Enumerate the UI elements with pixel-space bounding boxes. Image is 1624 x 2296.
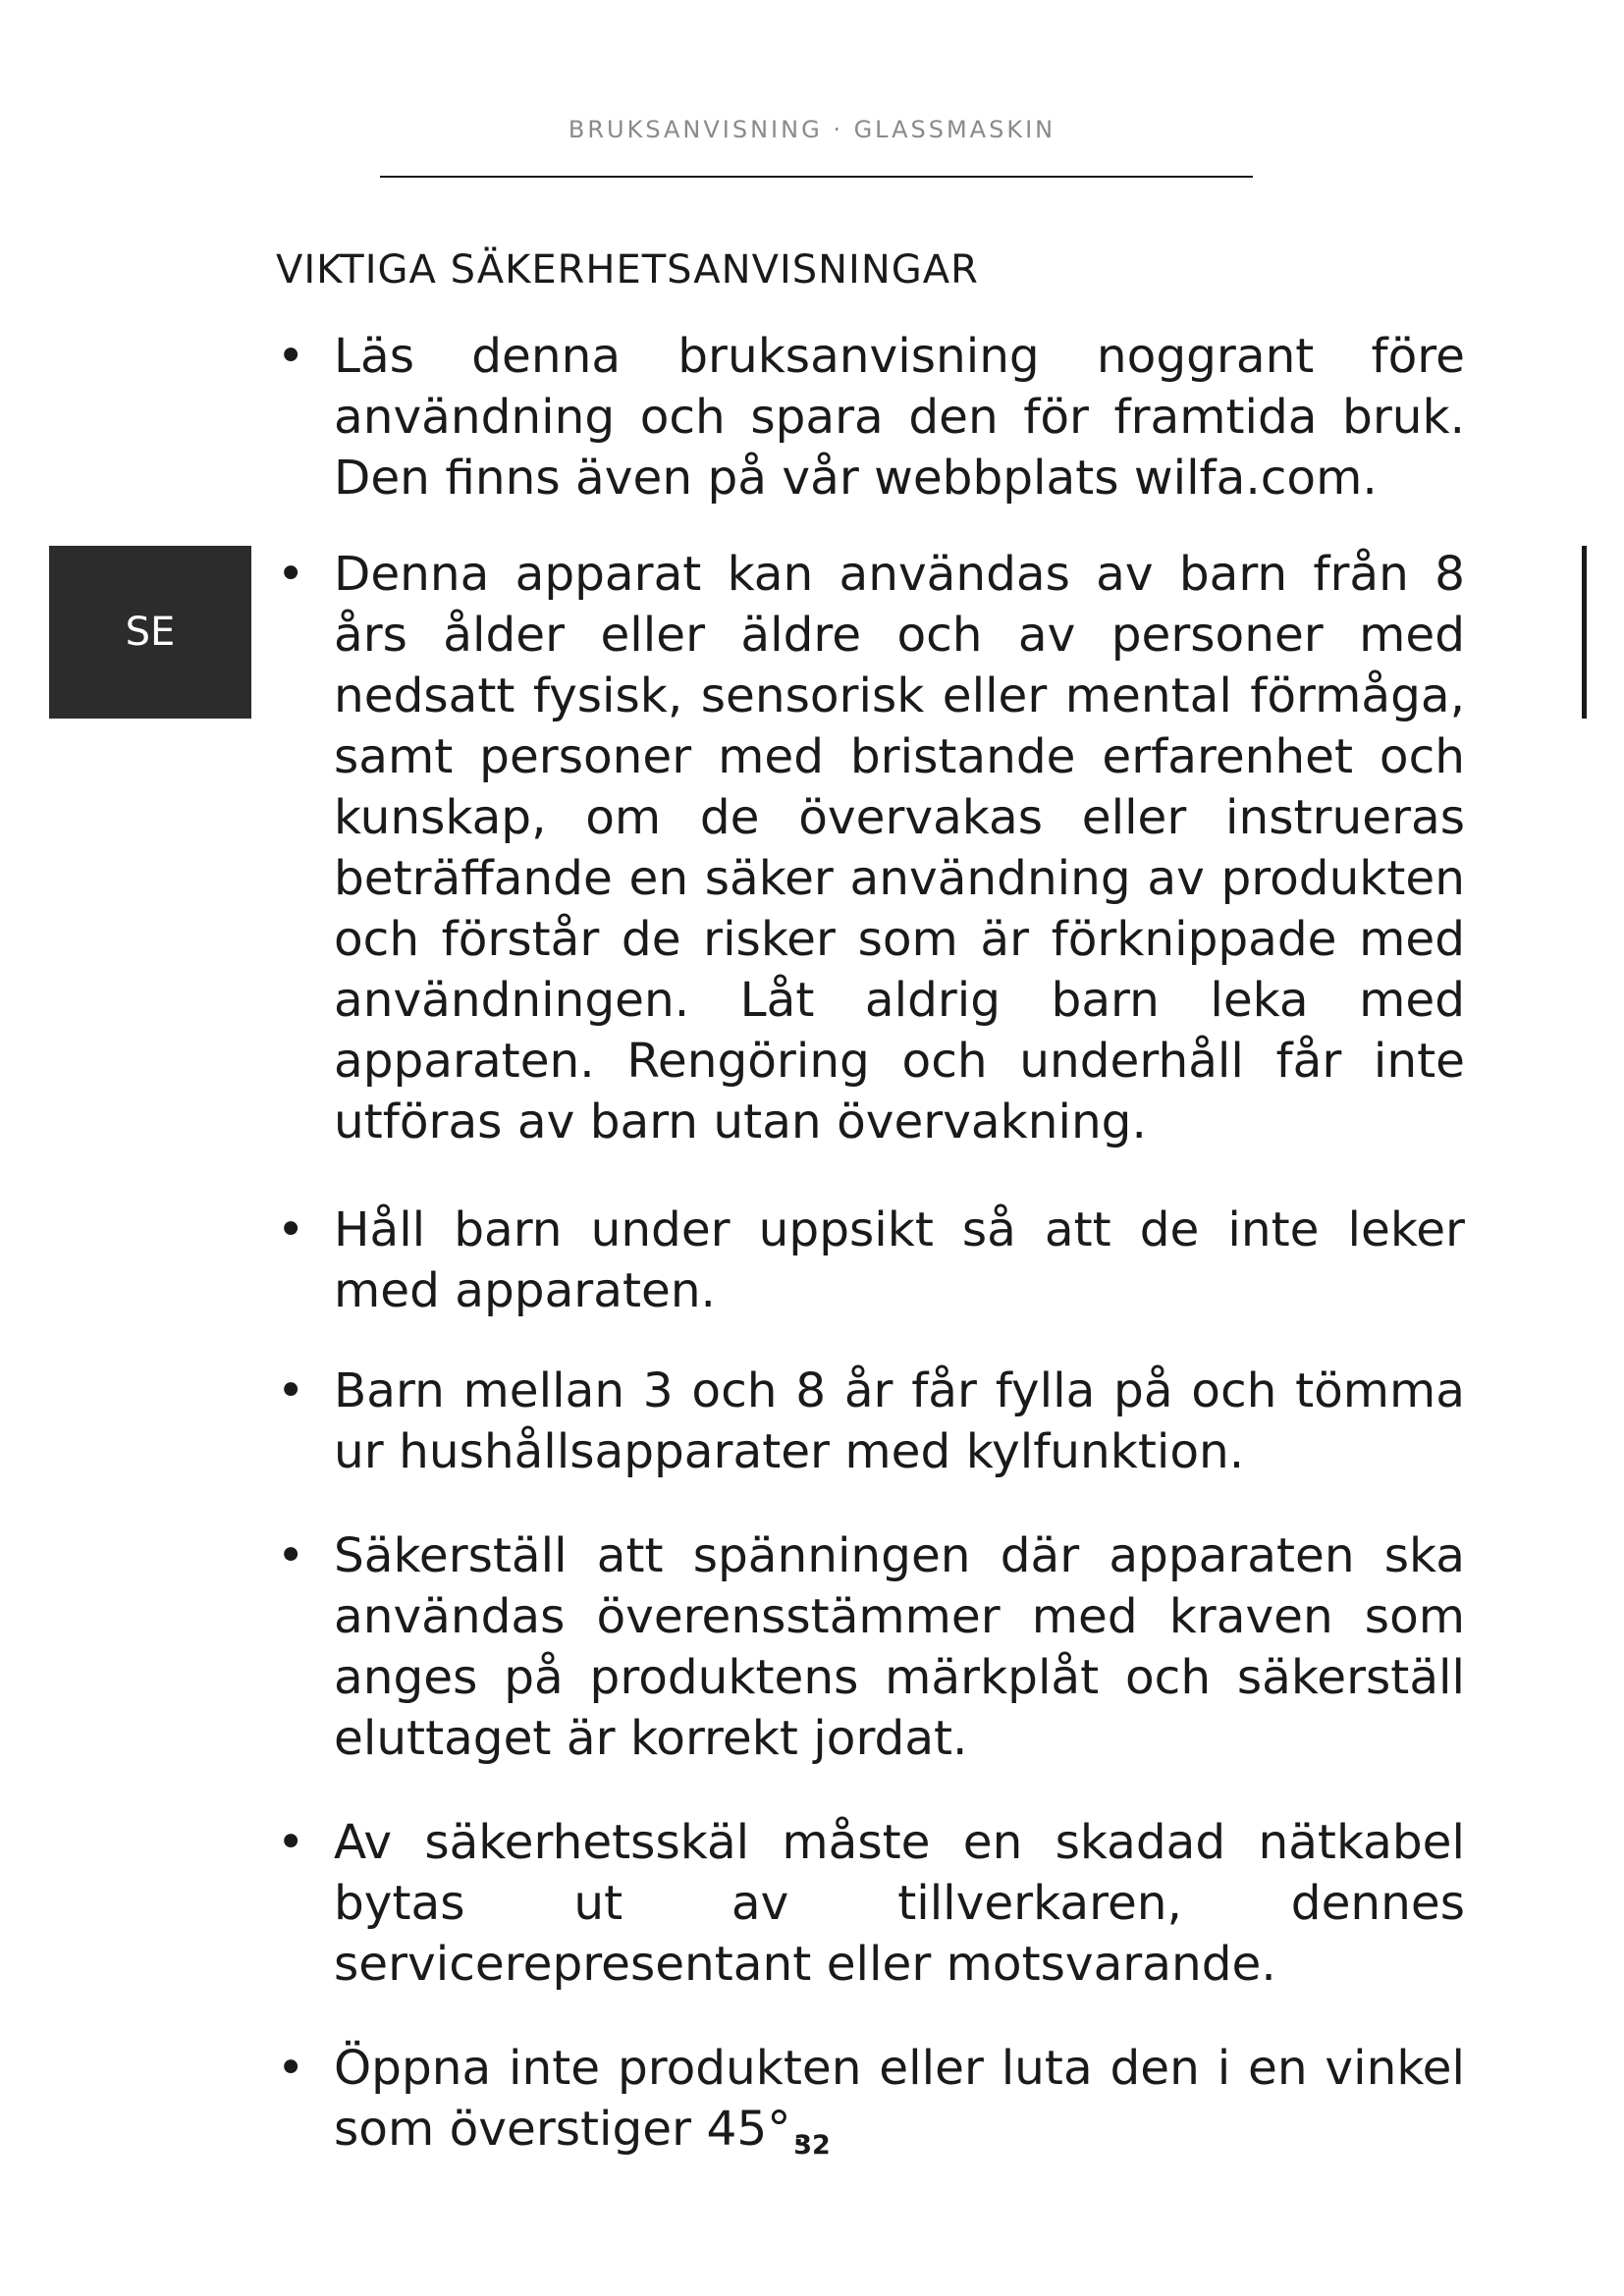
list-item xyxy=(277,1525,1465,1769)
language-tab xyxy=(49,546,251,719)
bullet-icon: • xyxy=(277,1815,305,1870)
list-item-text: Håll barn under uppsikt så att de inte leker med apparaten. xyxy=(334,1202,1465,1318)
bullet-icon: • xyxy=(277,1363,305,1418)
running-header: BRUKSANVISNING · GLASSMASKIN xyxy=(568,116,1056,143)
list-item xyxy=(277,1200,1465,1321)
section-heading: VIKTIGA SÄKERHETSANVISNINGAR xyxy=(276,247,979,293)
list-item-text: Denna apparat kan användas av barn från 8 års ålder eller äldre och av personer med nedsatt fysisk, sensorisk eller mental förmåga, samt personer med bristande erfarenhet och kunskap, om de övervakas eller instrueras beträffande en säker användning av produkten och förstår de risker som är förknippade med användningen. Låt aldrig barn leka med apparaten. Rengöring och underhåll får inte utföras av barn utan övervakning. xyxy=(334,547,1465,1149)
bullet-icon: • xyxy=(277,329,305,384)
side-marker-bar xyxy=(1582,546,1587,719)
header-divider xyxy=(380,176,1253,178)
list-item xyxy=(277,1812,1465,1995)
list-item-text: Säkerställ att spänningen där apparaten ska användas överensstämmer med kraven som anges på produktens märkplåt och säkerställ eluttaget är korrekt jordat. xyxy=(334,1528,1465,1766)
list-item xyxy=(277,1361,1465,1482)
list-item xyxy=(277,544,1465,1152)
list-item-text: Läs denna bruksanvisning noggrant före användning och spara den för framtida bruk. Den finns även på vår webbplats wilfa.com. xyxy=(334,329,1465,506)
bullet-icon: • xyxy=(277,2041,305,2096)
list-item-text: Av säkerhetsskäl måste en skadad nätkabel bytas ut av tillverkaren, dennes servicerepresentant eller motsvarande. xyxy=(334,1815,1465,1992)
list-item xyxy=(277,326,1465,508)
list-item-text: Barn mellan 3 och 8 år får fylla på och tömma ur hushållsapparater med kylfunktion. xyxy=(334,1363,1465,1479)
list-item-text: Öppna inte produkten eller luta den i en vinkel som överstiger 45°. xyxy=(334,2041,1465,2157)
bullet-icon: • xyxy=(277,1202,305,1257)
language-tab-label: SE xyxy=(125,610,176,655)
bullet-icon: • xyxy=(277,1528,305,1583)
page-number: 32 xyxy=(793,2130,831,2161)
bullet-icon: • xyxy=(277,547,305,602)
safety-instructions-list xyxy=(277,326,1465,2160)
